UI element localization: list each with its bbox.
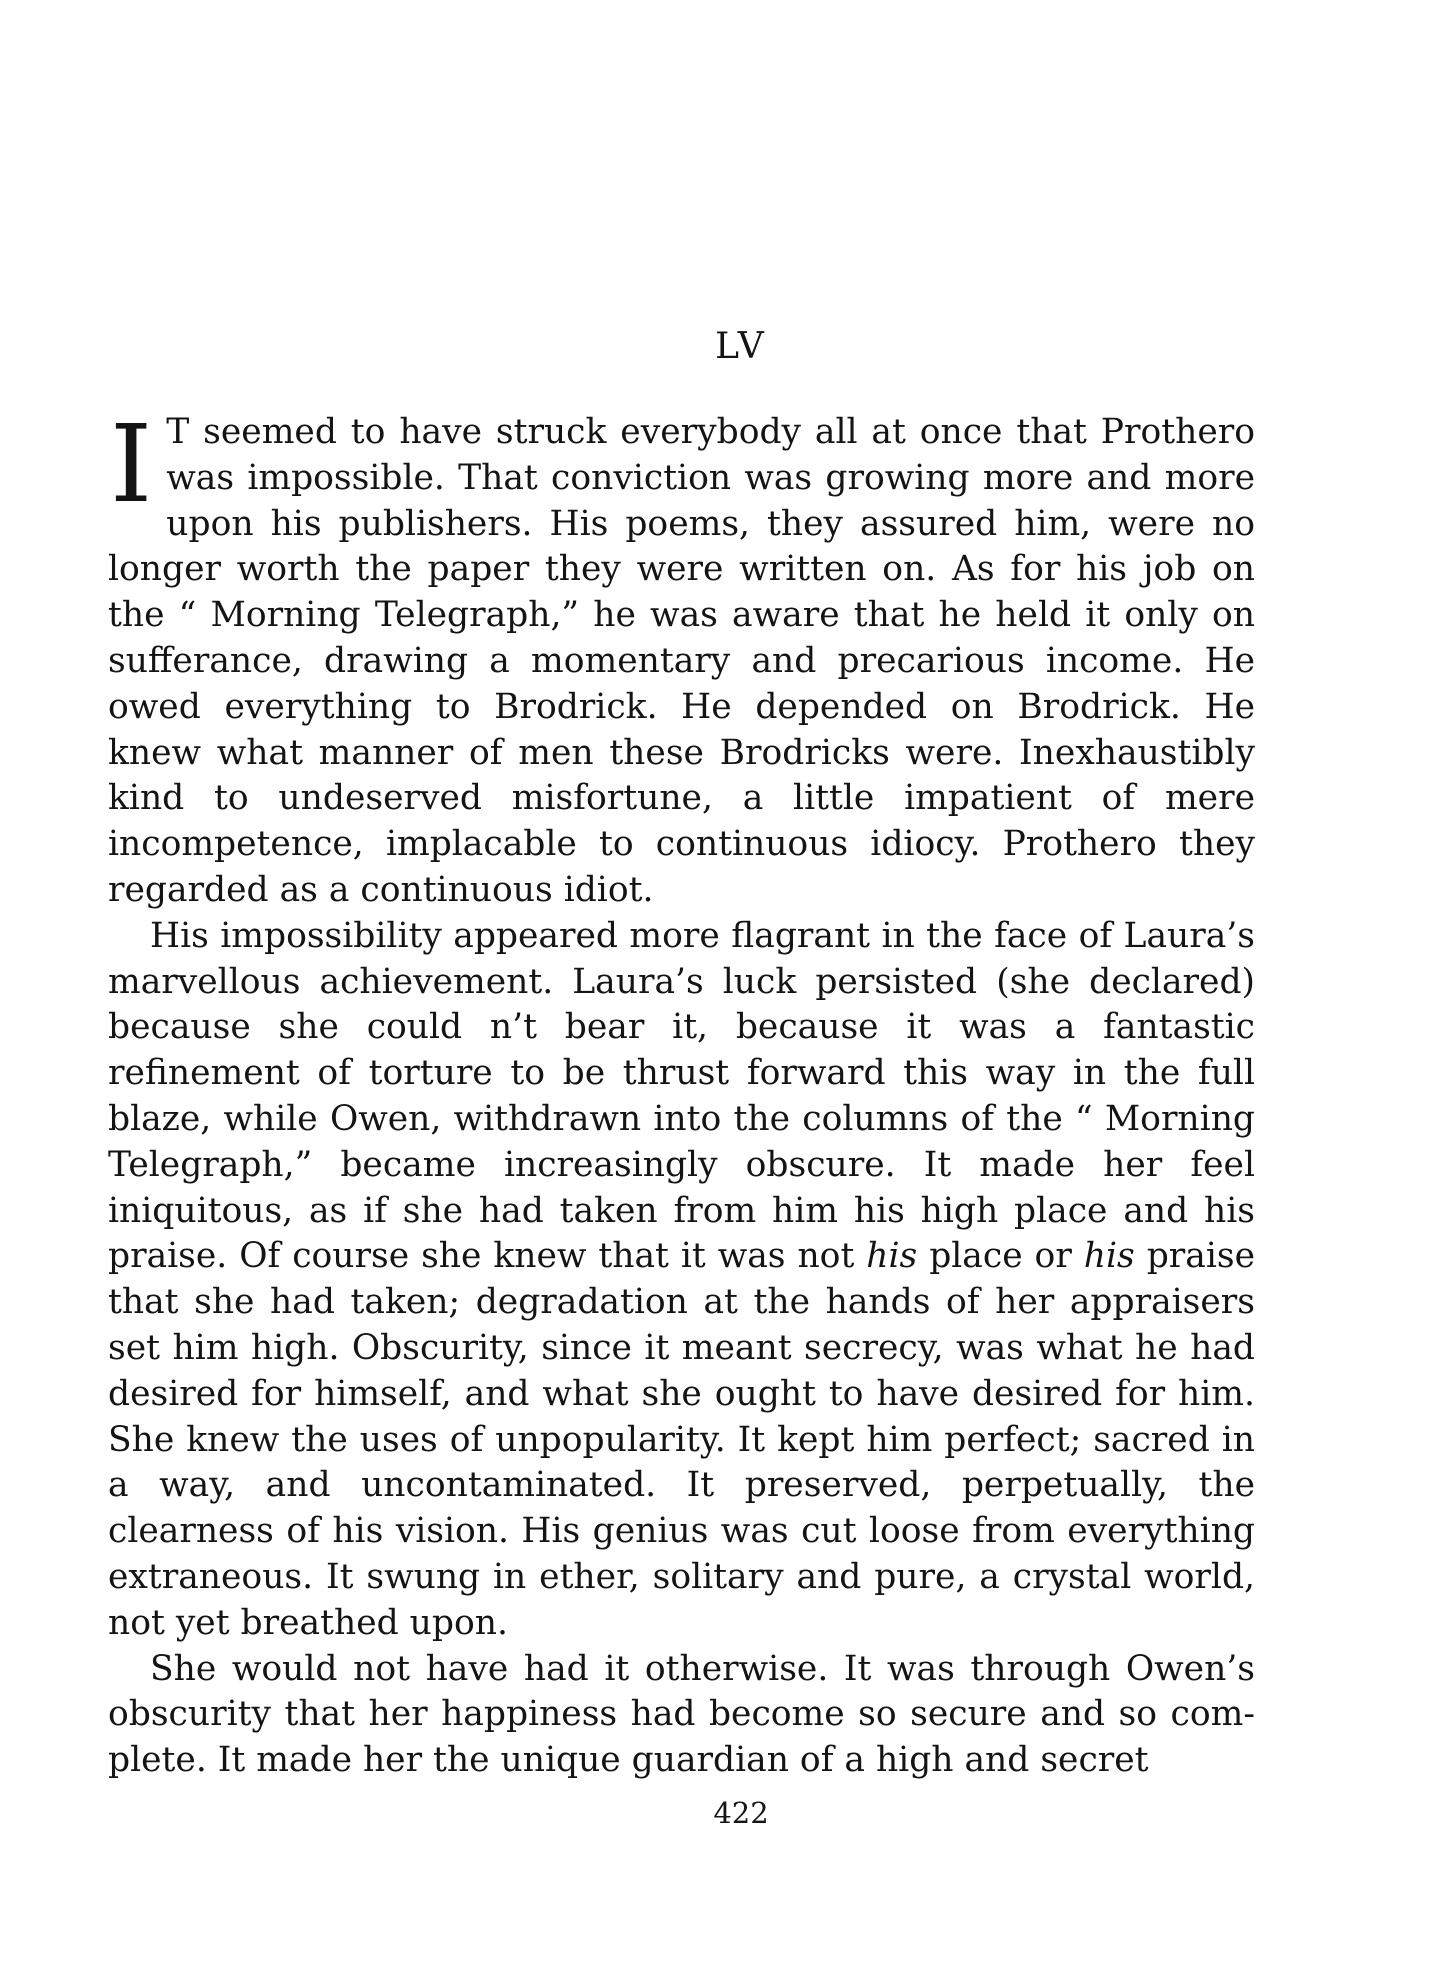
paragraph-2-part-3: praise that she had taken; degradation at the hands of her appraisers set him high. Obscurity, since it meant secrecy, was what he had desired for himself, and what she ought to have desired for him. She knew the uses of unpopularity. It kept him perfect; sacred in a way, and uncontaminated. It preserved, perpetually, the clearness of his vision. His genius was cut loose from everything extraneous. It swung in ether, solitary and pure, a crystal world, not yet breathed upon. [108, 1236, 1256, 1643]
paragraph-2 [108, 914, 1255, 1647]
body-text [108, 403, 1256, 1784]
chapter-heading: LV [715, 326, 767, 367]
emphasis-his-1: his [866, 1236, 918, 1277]
paragraph-3 [108, 1647, 1255, 1784]
paragraph-1-text: T seemed to have struck everybody all at once that Prothero was impossible. That conviction was growing more and more upon his publishers. His poems, they assured him, were no longer worth the paper they were written on. As for his job on the “ Morning Telegraph,” he was aware that he held it only on sufferance, drawing a momentary and precarious income. He owed everything to Brodrick. He depended on Brodrick. He knew what manner of men these Brodricks were. Inexhaustibly kind to undeserved misfortune, a little impatient of mere incompetence, implacable to continuous idiocy. Prothero they regarded as a continuous idiot. [108, 412, 1255, 910]
paragraph-2-part-1: His impossibility appeared more flagrant in the face of Laura’s marvellous achievement. Laura’s luck persisted (she declared) because she could n’t bear it, because it was a fantastic refinement of torture to be thrust forward this way in the full blaze, while Owen, withdrawn into the columns of the “ Morning Telegraph,” became increasingly obscure. It made her feel iniquitous, as if she had taken from him his high place and his praise. Of course she knew that it was not [108, 915, 1255, 1277]
emphasis-his-2: his [1083, 1236, 1135, 1277]
paragraph-3-text: She would not have had it otherwise. It was through Owen’s obscurity that her happiness had become so secure and so complete. It made her the unique guardian of a high and secret [108, 1648, 1255, 1781]
page-number: 422 [713, 1796, 769, 1830]
paragraph-1 [108, 403, 1255, 914]
paragraph-2-part-2: place or [929, 1236, 1072, 1277]
drop-cap: I [110, 403, 153, 527]
